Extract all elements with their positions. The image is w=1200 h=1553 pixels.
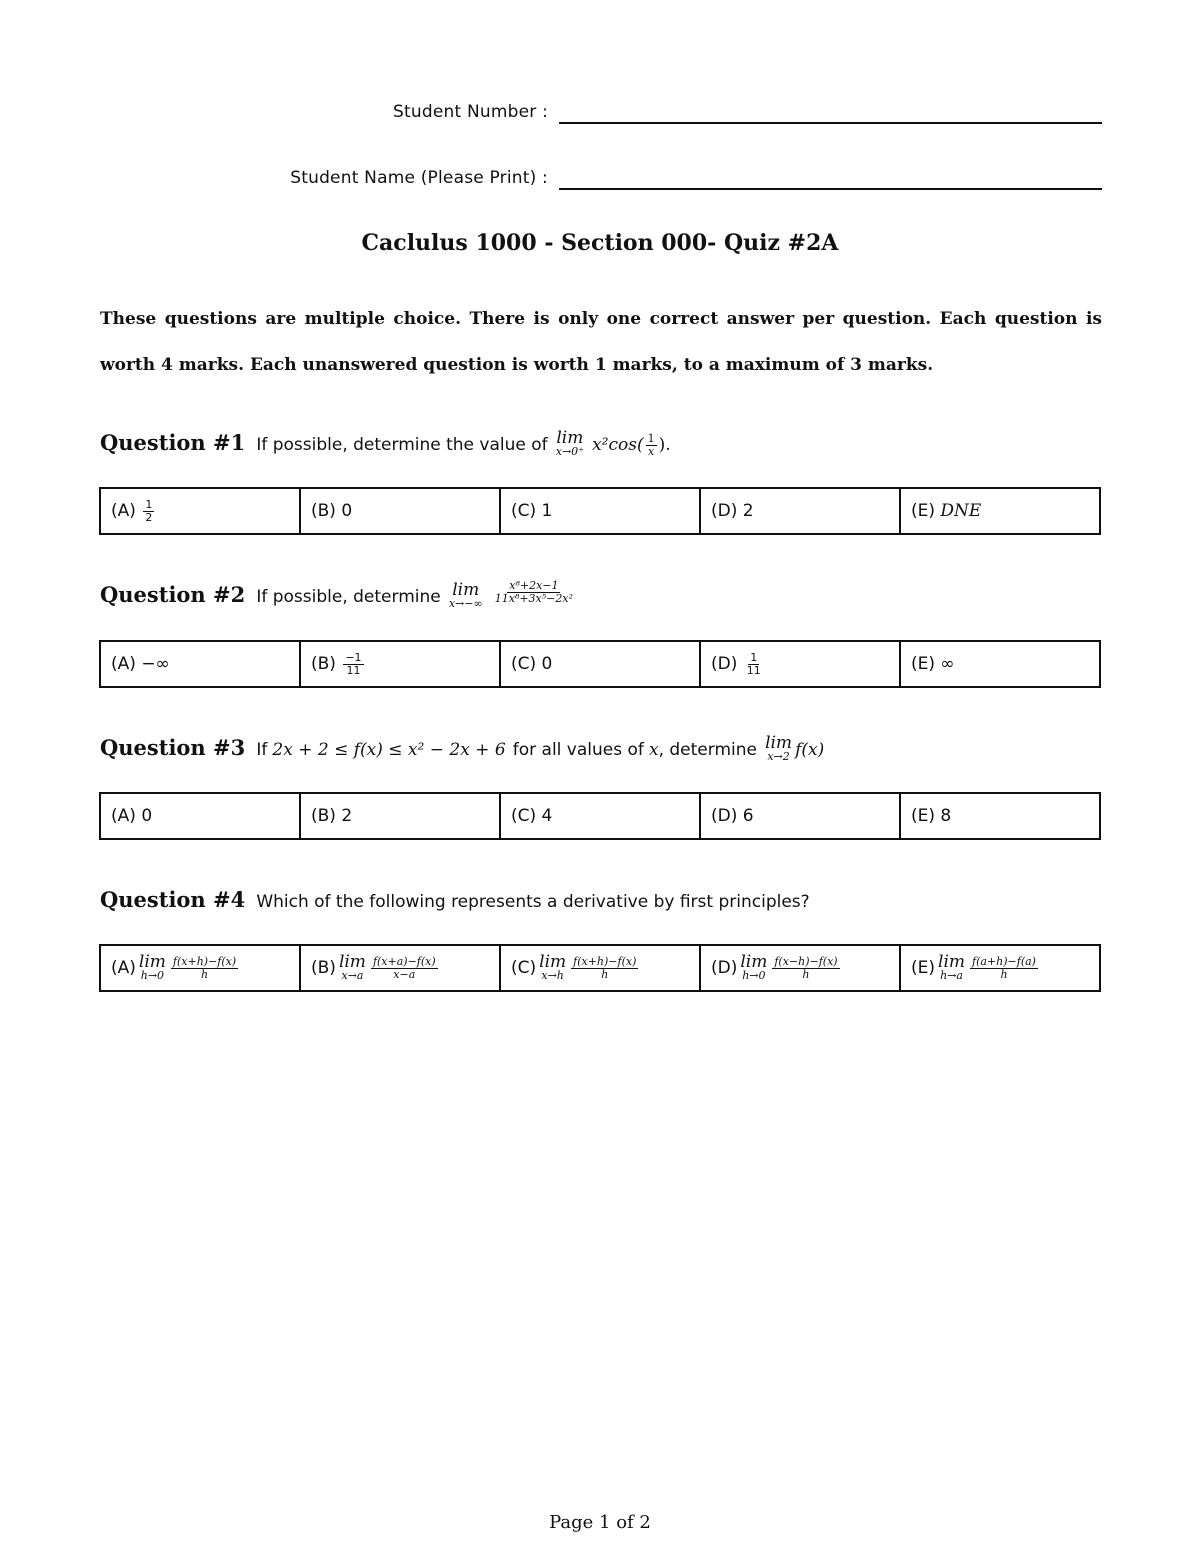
choice-letter: (D): [711, 501, 738, 521]
choice-value: 1: [541, 501, 553, 521]
choice-letter: (D): [711, 806, 738, 826]
fraction-numerator: 1: [145, 497, 153, 511]
fraction-denominator: h: [601, 967, 609, 981]
choice-d[interactable]: [699, 946, 899, 990]
choice-d[interactable]: [699, 794, 899, 838]
question-3: [100, 735, 1102, 775]
fraction: [371, 956, 438, 981]
question-label: Question #2: [100, 582, 246, 607]
choice-letter: (C): [511, 806, 537, 826]
student-name-row: [0, 168, 1200, 198]
student-name-field[interactable]: [559, 188, 1102, 190]
question-label: Question #3: [100, 735, 246, 760]
question-2: [100, 579, 1102, 622]
choice-e[interactable]: [899, 489, 1099, 533]
limit: [539, 954, 566, 982]
question-prompt: If: [256, 740, 268, 760]
fraction: [772, 956, 839, 981]
expression-end: f(x): [795, 740, 825, 760]
limit: [449, 582, 483, 610]
choice-e[interactable]: [899, 794, 1099, 838]
choice-a[interactable]: [101, 489, 299, 533]
limit-word: lim: [740, 952, 768, 972]
limit-word: lim: [938, 952, 966, 972]
choice-letter: (E): [911, 806, 936, 826]
choice-letter: (A): [111, 958, 136, 978]
choice-b[interactable]: [299, 489, 499, 533]
choices-q1: [99, 487, 1101, 535]
choice-value: DNE: [940, 501, 982, 521]
student-number-row: [0, 102, 1200, 132]
fraction-denominator: h: [200, 967, 209, 981]
fraction-denominator: 2: [145, 510, 153, 524]
limit: [938, 954, 965, 982]
fraction-numerator: 1: [750, 650, 758, 664]
fraction-denominator: 11x⁸+3x⁵−2x²: [494, 592, 573, 605]
fraction-numerator: f(x+a)−f(x): [372, 954, 436, 968]
fraction-numerator: 1: [647, 432, 655, 445]
choice-a[interactable]: [101, 946, 299, 990]
fraction-denominator: h: [1000, 967, 1008, 981]
inequality: 2x + 2 ≤ f(x) ≤ x² − 2x + 6: [272, 740, 506, 760]
choice-e[interactable]: [899, 642, 1099, 686]
choice-value: ∞: [940, 654, 955, 674]
choice-letter: (C): [511, 654, 537, 674]
choice-value: 4: [541, 806, 553, 826]
limit-subscript: x→0⁺: [555, 445, 584, 458]
fraction: [143, 499, 154, 524]
question-prompt-end: , determine: [658, 740, 757, 760]
question-label: Question #4: [100, 887, 246, 912]
fraction-numerator: f(x−h)−f(x): [774, 954, 838, 968]
choice-letter: (A): [111, 654, 136, 674]
choice-letter: (B): [311, 958, 336, 978]
choice-value: 0: [541, 654, 553, 674]
limit: [740, 954, 767, 982]
choice-a[interactable]: [101, 794, 299, 838]
choices-q3: [99, 792, 1101, 840]
variable: x: [648, 740, 659, 760]
limit: [139, 954, 166, 982]
student-number-label: Student Number :: [393, 102, 548, 122]
limit: [339, 954, 366, 982]
choices-q2: [99, 640, 1101, 688]
choice-value: 6: [742, 806, 754, 826]
choice-b[interactable]: [299, 794, 499, 838]
choice-c[interactable]: [499, 642, 699, 686]
fraction-numerator: f(x+h)−f(x): [573, 954, 637, 968]
limit-word: lim: [539, 952, 567, 972]
limit-word: lim: [765, 733, 793, 753]
question-prompt-mid: for all values of: [512, 740, 644, 760]
fraction: [646, 433, 657, 458]
choice-letter: (A): [111, 501, 136, 521]
question-prompt: If possible, determine: [256, 587, 441, 607]
choice-value: 0: [341, 501, 353, 521]
instructions: These questions are multiple choice. There is only one correct answer per question. Each question is worth 4 marks. Each unanswered question is worth 1 marks, to a maximum of 3 marks.: [100, 309, 1102, 375]
choice-c[interactable]: [499, 489, 699, 533]
choice-b[interactable]: [299, 642, 499, 686]
choice-letter: (A): [111, 806, 136, 826]
question-prompt: If possible, determine the value of: [256, 435, 548, 455]
student-number-field[interactable]: [559, 122, 1102, 124]
choice-letter: (D): [711, 958, 738, 978]
choice-value: 2: [341, 806, 353, 826]
limit: [765, 735, 792, 763]
fraction: [745, 652, 763, 677]
choice-c[interactable]: [499, 794, 699, 838]
choice-letter: (E): [911, 501, 936, 521]
choice-d[interactable]: [699, 489, 899, 533]
fraction: [343, 652, 363, 677]
limit-subscript: x→2: [767, 750, 790, 763]
limit-word: lim: [338, 952, 366, 972]
fraction-numerator: f(a+h)−f(a): [972, 954, 1036, 968]
limit-word: lim: [452, 580, 480, 600]
expression: x²cos(: [592, 435, 644, 455]
choice-letter: (C): [511, 958, 537, 978]
choice-letter: (B): [311, 501, 336, 521]
fraction-numerator: f(x+h)−f(x): [172, 954, 237, 968]
choice-a[interactable]: [101, 642, 299, 686]
choice-letter: (E): [911, 958, 936, 978]
choices-q4: [99, 944, 1101, 992]
student-name-label: Student Name (Please Print) :: [290, 168, 548, 188]
choice-b[interactable]: [299, 946, 499, 990]
choice-letter: (C): [511, 501, 537, 521]
limit-subscript: x→−∞: [448, 597, 483, 610]
fraction-denominator: x: [647, 445, 655, 458]
fraction-denominator: x−a: [393, 967, 416, 981]
fraction: [571, 956, 638, 981]
fraction-numerator: x⁸+2x−1: [509, 579, 559, 592]
choice-letter: (D): [711, 654, 738, 674]
fraction-numerator: −1: [345, 650, 362, 664]
choice-d[interactable]: [699, 642, 899, 686]
page-number: Page 1 of 2: [549, 1512, 651, 1533]
choice-value: 2: [742, 501, 754, 521]
choice-value: 0: [141, 806, 153, 826]
limit-word: lim: [556, 428, 584, 448]
fraction-denominator: h: [802, 967, 810, 981]
fraction: [171, 956, 238, 981]
question-prompt: Which of the following represents a derivative by first principles?: [256, 892, 810, 912]
question-4: [100, 887, 1102, 927]
choice-e[interactable]: [899, 946, 1099, 990]
limit-word: lim: [138, 952, 166, 972]
quiz-title: Caclulus 1000 - Section 000- Quiz #2A: [361, 230, 839, 256]
question-1: [100, 430, 1102, 470]
choice-c[interactable]: [499, 946, 699, 990]
choice-value: −∞: [141, 654, 170, 674]
choice-letter: (B): [311, 654, 336, 674]
choice-letter: (E): [911, 654, 936, 674]
fraction: [493, 580, 575, 605]
fraction-denominator: 11: [746, 663, 761, 677]
choice-letter: (B): [311, 806, 336, 826]
fraction: [970, 956, 1038, 981]
limit-subscript: h→a: [940, 969, 963, 982]
expression-end: ).: [658, 435, 671, 455]
limit-subscript: x→a: [341, 969, 364, 982]
limit: [556, 430, 584, 458]
limit-subscript: h→0: [742, 969, 766, 982]
question-label: Question #1: [100, 430, 246, 455]
limit-subscript: x→h: [541, 969, 564, 982]
choice-value: 8: [940, 806, 952, 826]
limit-subscript: h→0: [140, 969, 165, 982]
fraction-denominator: 11: [346, 663, 361, 677]
